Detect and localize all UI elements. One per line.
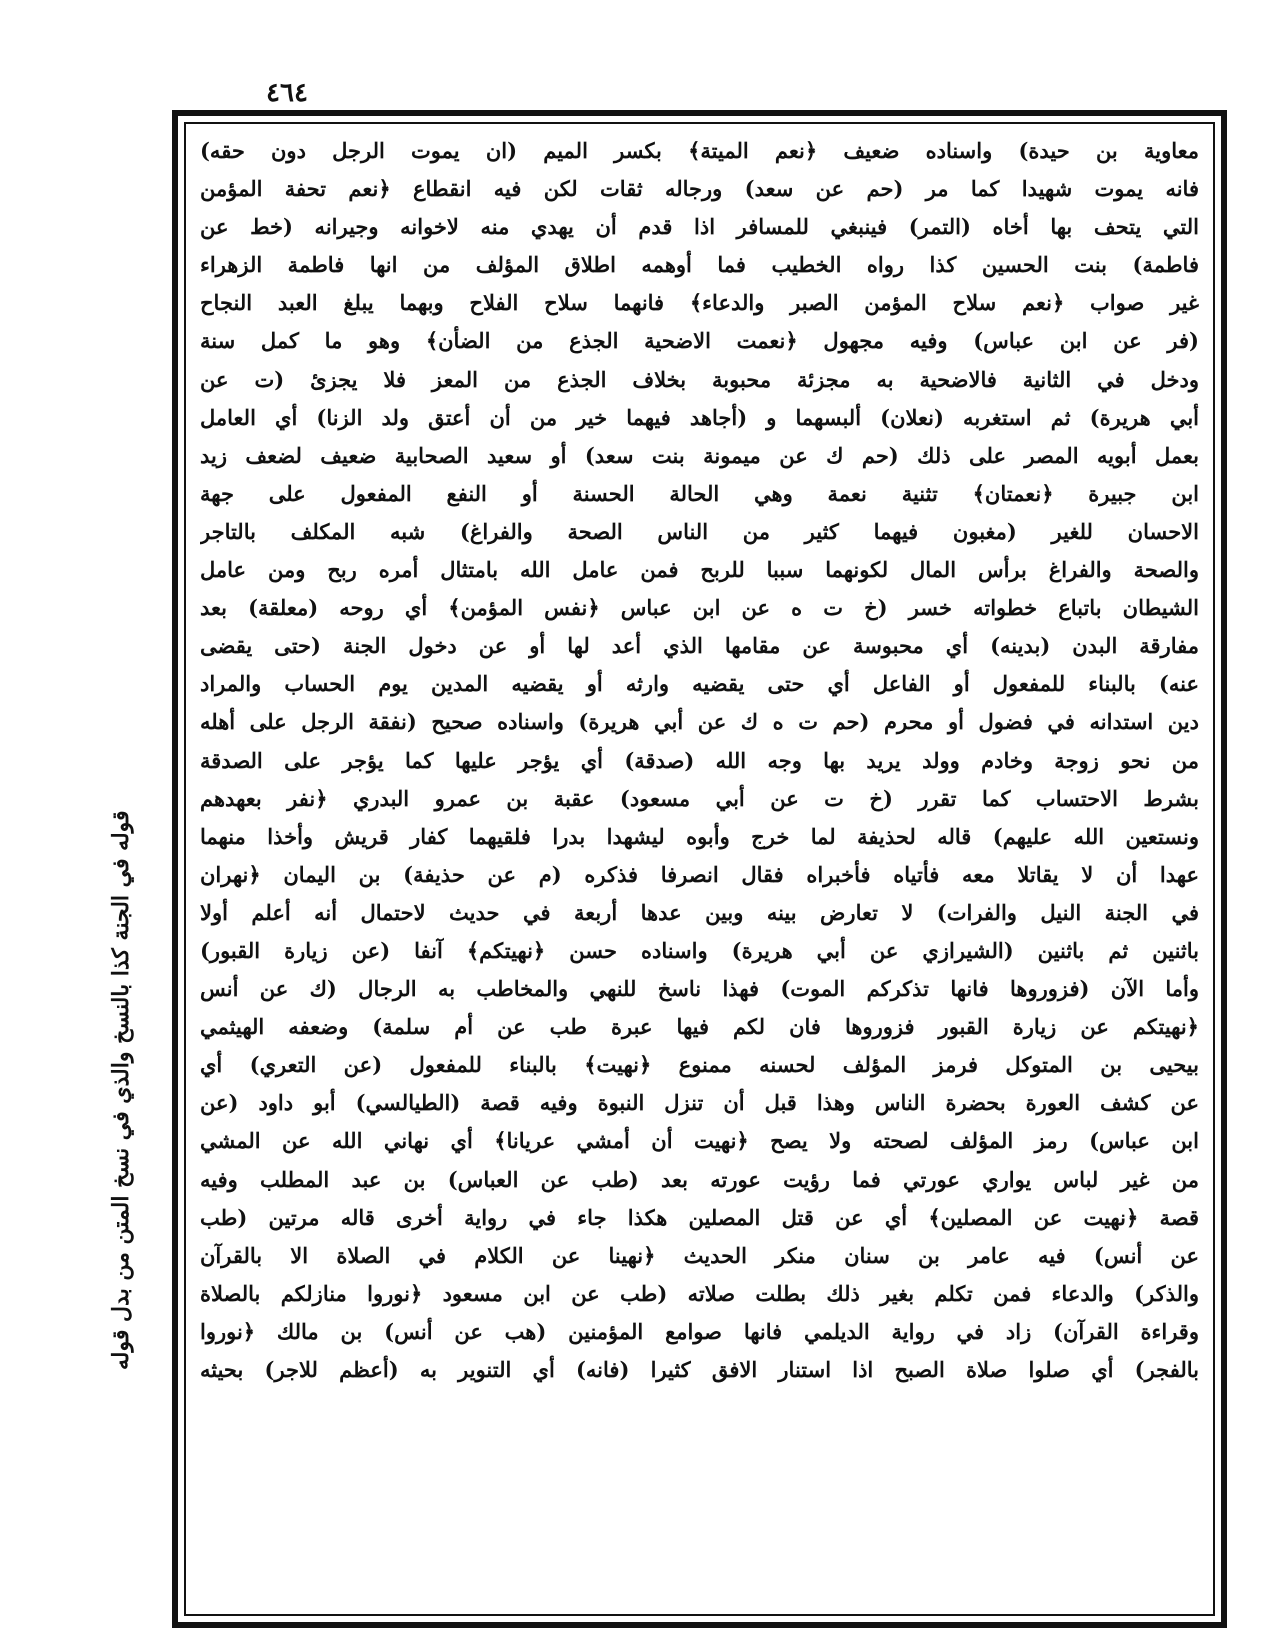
text-line: فانه يموت شهيدا كما مر (حم عن سعد) ورجاله ثقات لكن فيه انقطاع ﴿نعم تحفة المؤمن [200, 176, 1199, 202]
margin-note: قوله في الجنة كذا بالنسخ والذي في نسخ المتن من بدل قوله [108, 810, 134, 1370]
text-line: عنه) بالبناء للمفعول أو الفاعل أي حتى يقضيه وارثه أو يقضيه المدين يوم الحساب والمراد [200, 671, 1199, 697]
text-line: بالفجر) أي صلوا صلاة الصبح اذا استنار الافق كثيرا (فانه) أي التنوير به (أعظم للاجر) بحيثه [200, 1357, 1199, 1382]
text-line: ودخل في الثانية فالاضحية به مجزئة محبوبة بخلاف الجذع من المعز فلا يجزئ (ت عن [200, 366, 1199, 392]
text-line: عن كشف العورة بحضرة الناس وهذا قبل أن تنزل النبوة وفيه قصة (الطيالسي) أبو داود (عن [200, 1090, 1199, 1116]
text-line: دين استدانه في فضول أو محرم (حم ت ه ك عن أبي هريرة) واسناده صحيح (نفقة الرجل على أهله [200, 709, 1199, 735]
text-line: أبي هريرة) ثم استغربه (نعلان) ألبسهما و (أجاهد فيهما خير من أن أعتق ولد الزنا) أي العامل [200, 404, 1199, 430]
text-line: ونستعين الله عليهم) قاله لحذيفة لما خرج وأبوه ليشهدا بدرا فلقيهما كفار قريش وأخذا منهما [200, 823, 1199, 849]
text-line: بعمل أبويه المصر على ذلك (حم ك عن ميمونة بنت سعد) أو سعيد الصحابية ضعيف لضعف زيد [200, 442, 1199, 468]
text-line: في الجنة النيل والفرات) لا تعارض بينه وبين عدها أربعة في حديث لاحتمال أنه أعلم أولا [200, 899, 1199, 925]
text-block [184, 122, 1215, 1616]
text-line: الشيطان باتباع خطواته خسر (خ ت ه عن ابن عباس ﴿نفس المؤمن﴾ أي روحه (معلقة) بعد [200, 595, 1199, 621]
text-line: باثنين ثم باثنين (الشيرازي عن أبي هريرة) واسناده حسن ﴿نهيتكم﴾ آنفا (عن زيارة القبور) [200, 937, 1199, 963]
text-line: بيحيى بن المتوكل فرمز المؤلف لحسنه ممنوع ﴿نهيت﴾ بالبناء للمفعول (عن التعري) أي [200, 1052, 1199, 1078]
page-number: ٤٦٤ [266, 78, 308, 108]
text-line: فاطمة) بنت الحسين كذا رواه الخطيب فما أوهمه اطلاق المؤلف من انها فاطمة الزهراء [200, 252, 1199, 278]
text-line: وأما الآن (فزوروها فانها تذكركم الموت) فهذا ناسخ للنهي والمخاطب به الرجال (ك عن أنس [200, 976, 1199, 1002]
text-line: عهدا أن لا يقاتلا معه فأتياه فأخبراه فقال انصرفا فذكره (م عن حذيفة) بن اليمان ﴿نهران [200, 861, 1199, 887]
text-line: والذكر) والدعاء فمن تكلم بغير ذلك بطلت صلاته (طب عن ابن مسعود ﴿نوروا منازلكم بالصلاة [200, 1280, 1199, 1306]
text-line: ابن جبيرة ﴿نعمتان﴾ تثنية نعمة وهي الحالة الحسنة أو النفع المفعول على جهة [200, 480, 1199, 506]
text-line: غير صواب ﴿نعم سلاح المؤمن الصبر والدعاء﴾ فانهما سلاح الفلاح وبهما يبلغ العبد النجاح [200, 290, 1199, 316]
text-line: (فر عن ابن عباس) وفيه مجهول ﴿نعمت الاضحية الجذع من الضأن﴾ وهو ما كمل سنة [200, 328, 1199, 354]
text-line: قصة ﴿نهيت عن المصلين﴾ أي عن قتل المصلين هكذا جاء في رواية أخرى قاله مرتين (طب [200, 1204, 1199, 1230]
text-line: عن أنس) فيه عامر بن سنان منكر الحديث ﴿نهينا عن الكلام في الصلاة الا بالقرآن [200, 1242, 1199, 1268]
text-line: التي يتحف بها أخاه (التمر) فينبغي للمسافر اذا قدم أن يهدي منه لاخوانه وجيرانه (خط عن [200, 214, 1199, 240]
text-line: الاحسان للغير (مغبون فيهما كثير من الناس الصحة والفراغ) شبه المكلف بالتاجر [200, 518, 1199, 544]
text-line: مفارقة البدن (بدينه) أي محبوسة عن مقامها الذي أعد لها أو عن دخول الجنة (حتى يقضى [200, 633, 1199, 659]
text-line: معاوية بن حيدة) واسناده ضعيف ﴿نعم الميتة﴾ بكسر الميم (ان يموت الرجل دون حقه) [200, 138, 1199, 163]
text-line: من نحو زوجة وخادم وولد يريد بها وجه الله (صدقة) أي يؤجر عليها كما يؤجر على الصدقة [200, 747, 1199, 773]
text-line: من غير لباس يواري عورتي فما رؤيت عورته بعد (طب عن العباس) بن عبد المطلب وفيه [200, 1166, 1199, 1192]
text-line: بشرط الاحتساب كما تقرر (خ ت عن أبي مسعود) عقبة بن عمرو البدري ﴿نفر بعهدهم [200, 785, 1199, 811]
text-line: ﴿نهيتكم عن زيارة القبور فزوروها فان لكم فيها عبرة طب عن أم سلمة) وضعفه الهيثمي [200, 1014, 1199, 1040]
text-line: ابن عباس) رمز المؤلف لصحته ولا يصح ﴿نهيت أن أمشي عريانا﴾ أي نهاني الله عن المشي [200, 1128, 1199, 1154]
text-line: وقراءة القرآن) زاد في رواية الديلمي فانها صوامع المؤمنين (هب عن أنس) بن مالك ﴿نوروا [200, 1318, 1199, 1344]
text-line: والصحة والفراغ برأس المال لكونهما سببا للربح فمن عامل الله بامتثال أمره ربح ومن عامل [200, 557, 1199, 583]
